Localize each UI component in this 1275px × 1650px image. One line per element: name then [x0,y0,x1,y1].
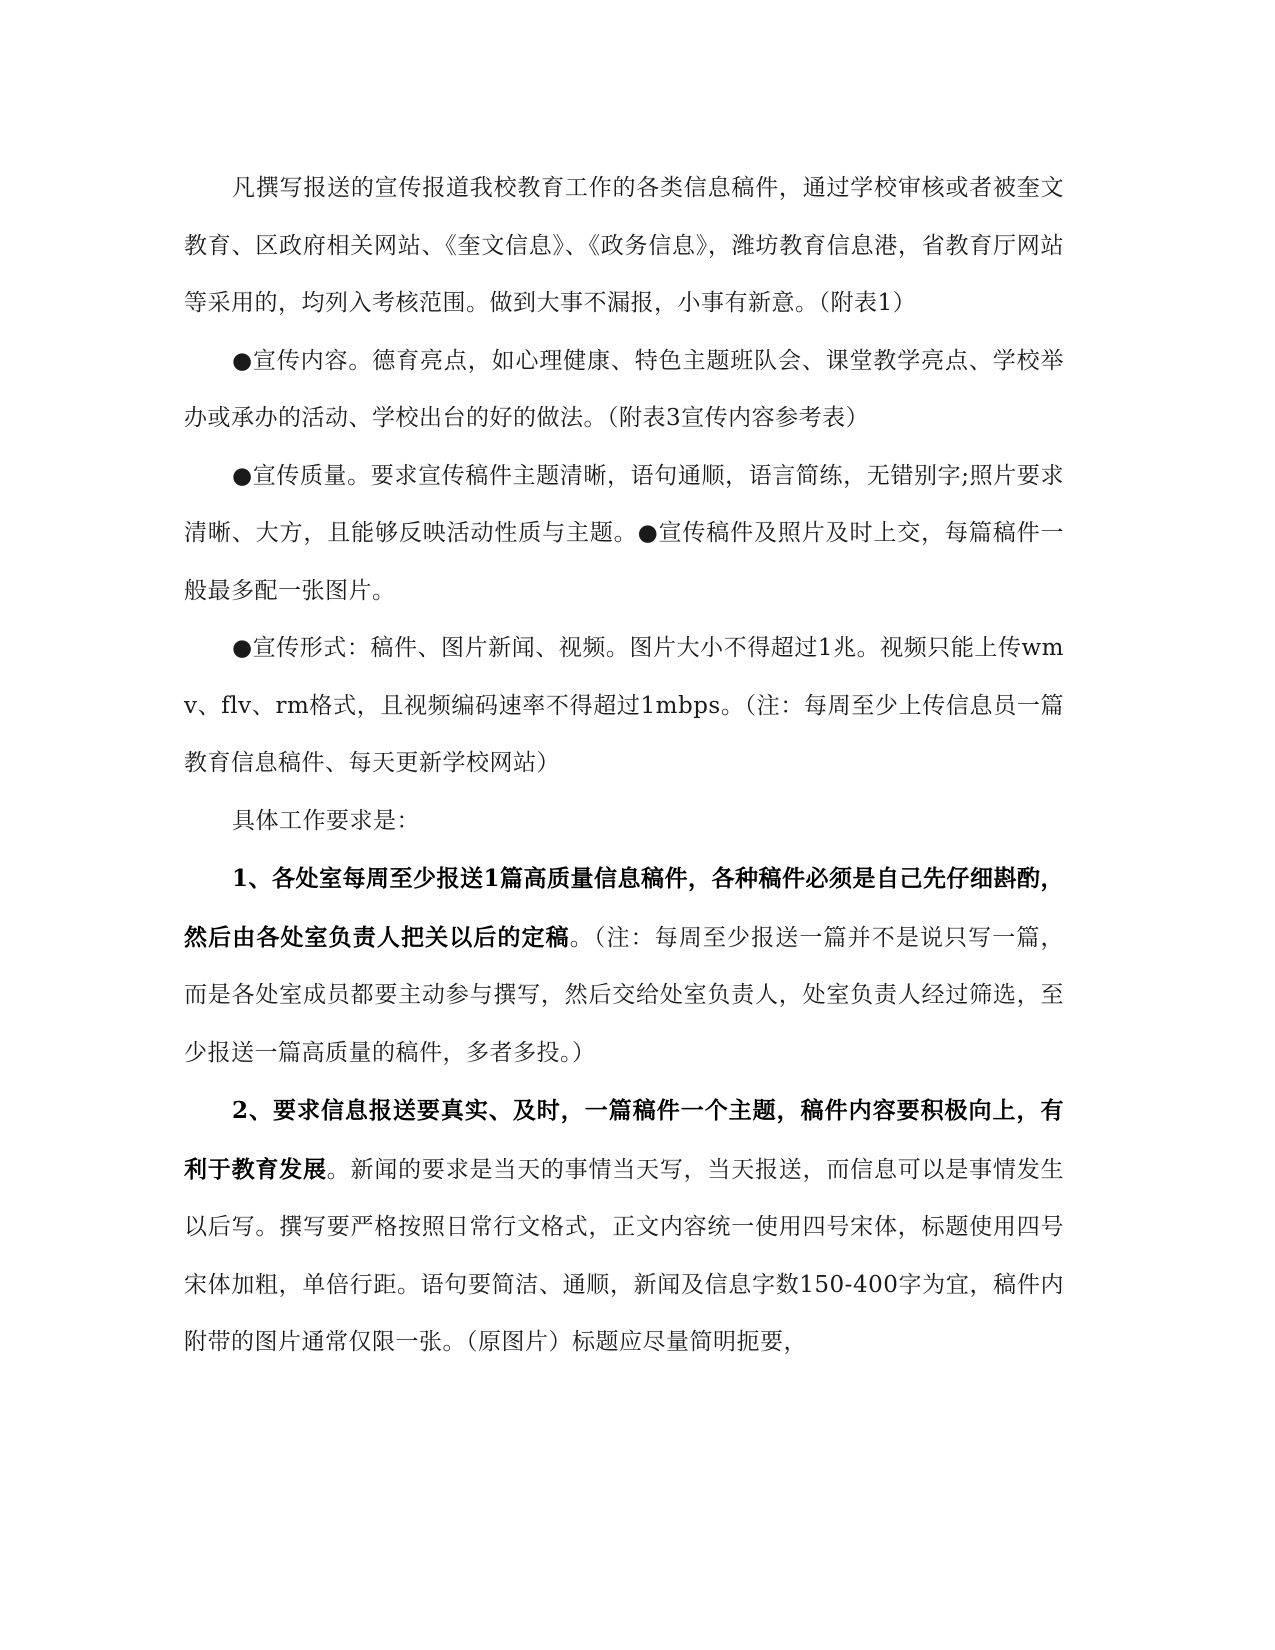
paragraph-text: ●宣传形式：稿件、图片新闻、视频。图片大小不得超过1兆。视频只能上传wmv、flv、rm格式，且视频编码速率不得超过1mbps。（注：每周至少上传信息员一篇教育信息稿件、每天更新学校网站） [184,635,1064,776]
paragraph-content [184,333,1064,448]
paragraph-text: 凡撰写报送的宣传报道我校教育工作的各类信息稿件，通过学校审核或者被奎文教育、区政府相关网站、《奎文信息》、《政务信息》，潍坊教育信息港，省教育厅网站等采用的，均列入考核范围。做到大事不漏报，小事有新意。（附表1） [184,175,1064,316]
paragraph-text: ●宣传内容。德育亮点，如心理健康、特色主题班队会、课堂教学亮点、学校举办或承办的活动、学校出台的好的做法。（附表3宣传内容参考表） [184,347,1064,431]
document-body [184,160,1064,1372]
paragraph-form [184,620,1064,793]
paragraph-text: ●宣传质量。要求宣传稿件主题清晰，语句通顺，语言简练，无错别字;照片要求清晰、大方，且能够反映活动性质与主题。●宣传稿件及照片及时上交，每篇稿件一般最多配一张图片。 [184,462,1064,604]
paragraph-requirements-heading [184,793,1064,851]
paragraph-text: 。（注：每周至少报送一篇并不是说只写一篇，而是各处室成员都要主动参与撰写，然后交给处室负责人，处室负责人经过筛选，至少报送一篇高质量的稿件，多者多投。） [184,924,1065,1066]
paragraph-text: 具体工作要求是： [232,807,420,834]
paragraph-bold-lead: 2、要求信息报送要真实、及时，一篇稿件一个主题，稿件内容要积极向上，有利于教育发展 [184,1097,1064,1183]
paragraph-bold-lead: 1、各处室每周至少报送1篇高质量信息稿件，各种稿件必须是自己先仔细斟酌，然后由各处室负责人把关以后的定稿 [184,865,1065,951]
paragraph-scope [184,160,1064,333]
paragraph-quality [184,448,1064,621]
paragraph-text: 。新闻的要求是当天的事情当天写，当天报送，而信息可以是事情发生以后写。撰写要严格按照日常行文格式，正文内容统一使用四号宋体，标题使用四号宋体加粗，单倍行距。语句要简洁、通顺，新闻及信息字数150-400字为宜，稿件内附带的图片通常仅限一张。（原图片）标题应尽量简明扼要， [184,1156,1065,1355]
paragraph-requirement-2 [184,1082,1064,1372]
paragraph-requirement-1 [184,850,1064,1082]
